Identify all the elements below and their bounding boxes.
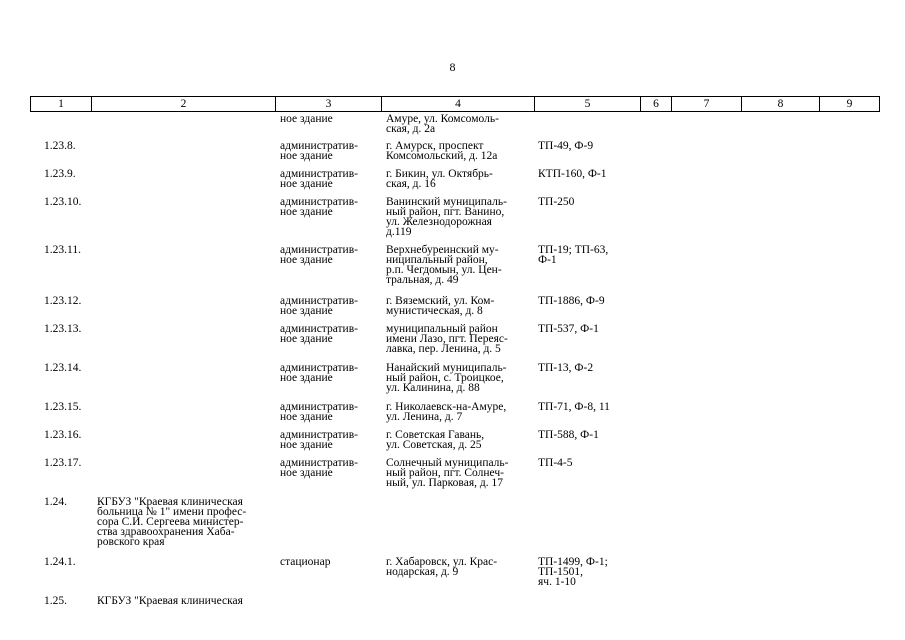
substation: ТП-588, Ф-1 xyxy=(538,429,599,441)
address: г. Вяземский, ул. Ком- мунистическая, д. 8 xyxy=(386,295,495,317)
row-number: 1.23.11. xyxy=(44,244,81,256)
substation: ТП-71, Ф-8, 11 xyxy=(538,401,610,413)
row-number: 1.25. xyxy=(44,595,67,607)
column-number-4: 4 xyxy=(382,97,535,112)
address: муниципальный район имени Лазо, пгт. Переяс- лавка, пер. Ленина, д. 5 xyxy=(386,323,508,355)
substation: КТП-160, Ф-1 xyxy=(538,168,607,180)
object-type: административ- ное здание xyxy=(280,168,358,190)
address: Верхнебуреинский му- ниципальный район, р.п. Чегдомын, ул. Цен- тральная, д. 49 xyxy=(386,244,502,286)
address: Нанайский муниципаль- ный район, с. Троицкое, ул. Калинина, д. 88 xyxy=(386,362,507,394)
substation: ТП-250 xyxy=(538,196,575,208)
column-number-2: 2 xyxy=(92,97,276,112)
substation: ТП-1886, Ф-9 xyxy=(538,295,605,307)
address: Солнечный муниципаль- ный район, пгт. Солнеч- ный, ул. Парковая, д. 17 xyxy=(386,457,509,489)
row-number: 1.23.17. xyxy=(44,457,82,469)
address: г. Советская Гавань, ул. Советская, д. 25 xyxy=(386,429,485,451)
object-type: административ- ное здание xyxy=(280,362,358,384)
column-number-6: 6 xyxy=(641,97,672,112)
row-number: 1.24.1. xyxy=(44,556,76,568)
column-number-1: 1 xyxy=(31,97,92,112)
organization-name: КГБУЗ "Краевая клиническая xyxy=(97,595,243,607)
row-number: 1.23.16. xyxy=(44,429,82,441)
object-type: стационар xyxy=(280,556,331,568)
object-type: административ- ное здание xyxy=(280,323,358,345)
row-number: 1.23.15. xyxy=(44,401,82,413)
substation: ТП-13, Ф-2 xyxy=(538,362,594,374)
address: г. Николаевск-на-Амуре, ул. Ленина, д. 7 xyxy=(386,401,507,423)
address: г. Амурск, проспект Комсомольский, д. 12а xyxy=(386,140,498,162)
object-type: административ- ное здание xyxy=(280,295,358,317)
column-number-5: 5 xyxy=(535,97,641,112)
object-type: ное здание xyxy=(280,113,333,125)
row-number: 1.23.9. xyxy=(44,168,76,180)
address: Амуре, ул. Комсомоль- ская, д. 2а xyxy=(386,113,499,135)
substation: ТП-4-5 xyxy=(538,457,573,469)
column-number-8: 8 xyxy=(742,97,820,112)
row-number: 1.23.14. xyxy=(44,362,82,374)
object-type: административ- ное здание xyxy=(280,140,358,162)
object-type: административ- ное здание xyxy=(280,401,358,423)
address: Ванинский муниципаль- ный район, пгт. Ванино, ул. Железнодорожная д.119 xyxy=(386,196,507,238)
address: г. Бикин, ул. Октябрь- ская, д. 16 xyxy=(386,168,493,190)
substation: ТП-49, Ф-9 xyxy=(538,140,594,152)
row-number: 1.24. xyxy=(44,496,67,508)
object-type: административ- ное здание xyxy=(280,429,358,451)
substation: ТП-537, Ф-1 xyxy=(538,323,599,335)
substation: ТП-1499, Ф-1; ТП-1501, яч. 1-10 xyxy=(538,556,608,588)
substation: ТП-19; ТП-63, Ф-1 xyxy=(538,244,609,266)
address: г. Хабаровск, ул. Крас- нодарская, д. 9 xyxy=(386,556,498,578)
object-type: административ- ное здание xyxy=(280,196,358,218)
column-number-7: 7 xyxy=(672,97,742,112)
object-type: административ- ное здание xyxy=(280,457,358,479)
page-number: 8 xyxy=(449,60,456,74)
row-number: 1.23.13. xyxy=(44,323,82,335)
object-type: административ- ное здание xyxy=(280,244,358,266)
row-number: 1.23.8. xyxy=(44,140,76,152)
column-number-9: 9 xyxy=(820,97,880,112)
row-number: 1.23.12. xyxy=(44,295,82,307)
column-number-3: 3 xyxy=(276,97,382,112)
organization-name: КГБУЗ "Краевая клиническая больница № 1" имени профес- сора С.И. Сергеева министер- ства здравоохранения Хаба- ровского края xyxy=(97,496,247,548)
row-number: 1.23.10. xyxy=(44,196,82,208)
